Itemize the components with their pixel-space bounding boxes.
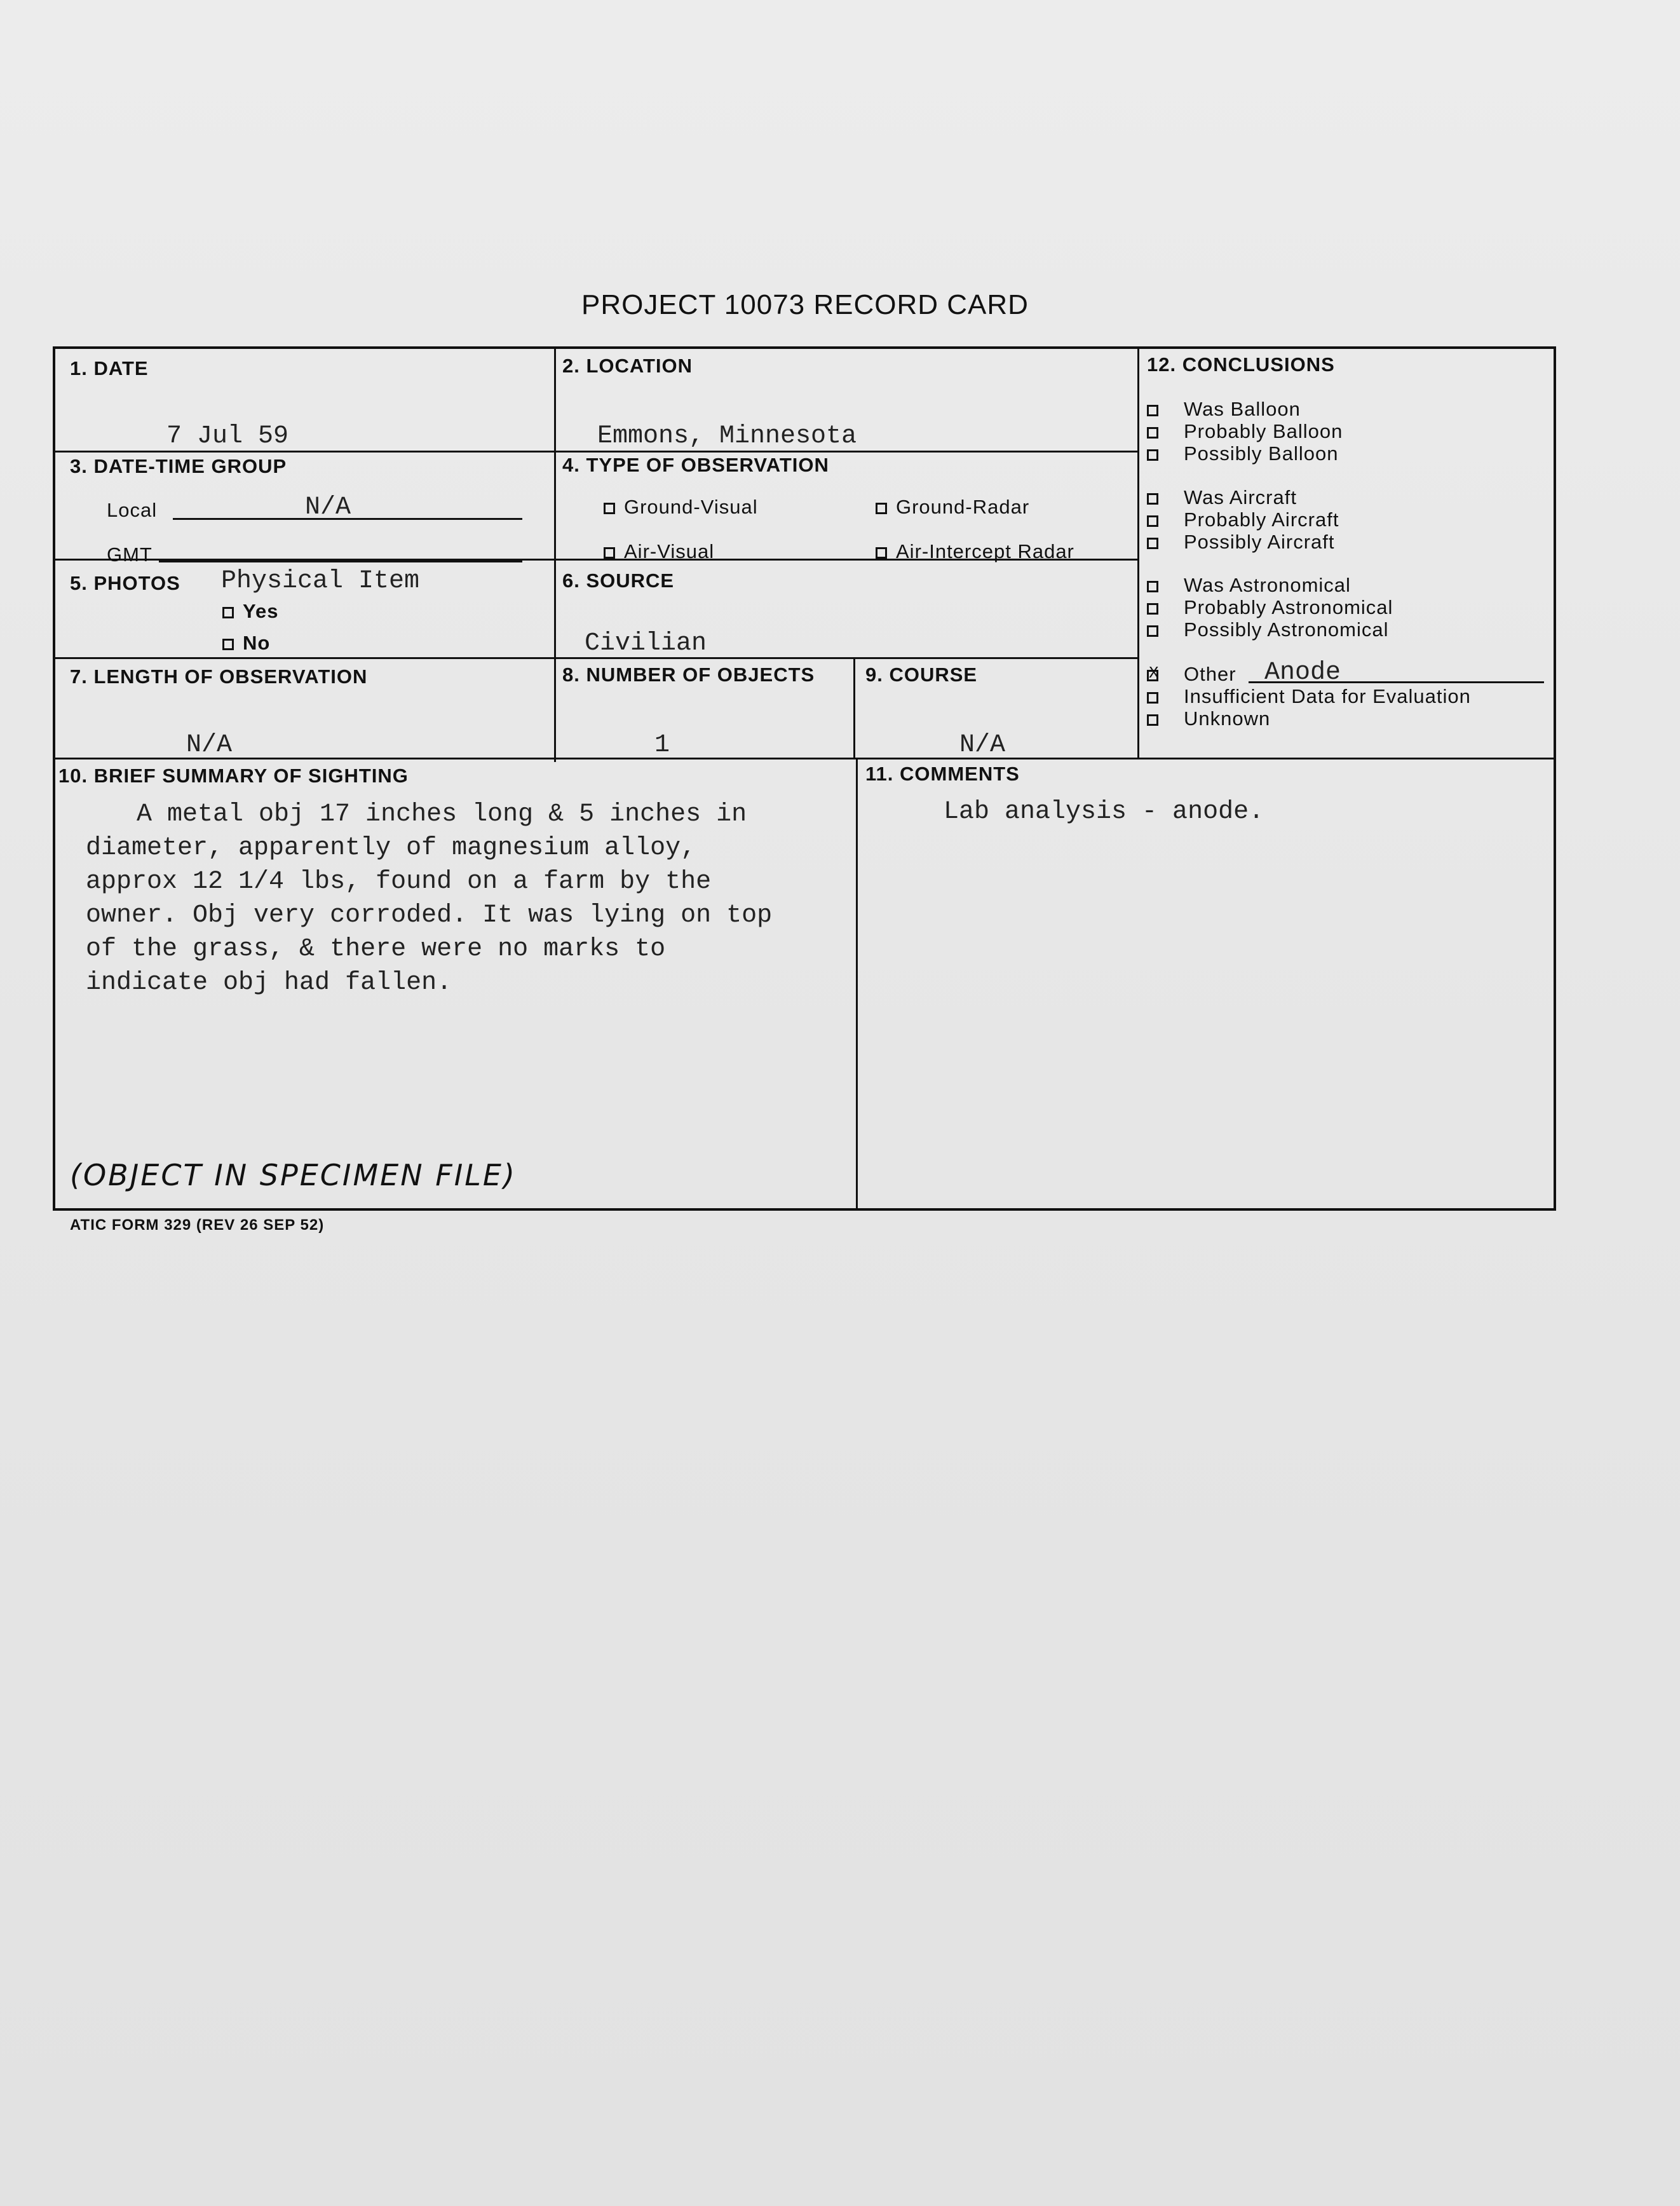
checkbox-icon [604,503,615,514]
conclusion-possibly-astronomical: Possibly Astronomical [1147,618,1389,641]
summary-line: of the grass, & there were no marks to [86,935,666,963]
conclusion-was-astronomical: Was Astronomical [1147,574,1351,597]
divider [1137,349,1139,758]
checkbox-icon [1147,538,1158,549]
photos-value: Physical Item [221,567,420,596]
source-value: Civilian [585,629,707,658]
conclusion-possibly-aircraft: Possibly Aircraft [1147,531,1335,554]
ground-radar-option: Ground-Radar [876,496,1029,519]
checkbox-icon [1147,714,1158,726]
local-value: N/A [305,493,351,522]
other-value: Anode [1264,658,1341,687]
summary-text [86,798,867,1000]
summary-label: 10. BRIEF SUMMARY OF SIGHTING [58,765,409,787]
other-check-mark: X [1149,664,1160,683]
checkbox-icon [1147,625,1158,637]
photos-yes-option: Yes [222,600,278,623]
photos-label: 5. PHOTOS [70,572,180,594]
course-label: 9. COURSE [865,664,978,686]
air-intercept-option: Air-Intercept Radar [876,540,1074,563]
length-value: N/A [186,731,233,759]
checkbox-icon [604,547,615,559]
conclusions-label: 12. CONCLUSIONS [1147,353,1335,376]
conclusion-probably-balloon: Probably Balloon [1147,420,1343,443]
divider [853,657,855,759]
length-label: 7. LENGTH OF OBSERVATION [70,665,368,688]
comments-label: 11. COMMENTS [865,763,1020,785]
air-visual-option: Air-Visual [604,540,714,563]
location-value: Emmons, Minnesota [597,422,857,451]
conclusion-was-aircraft: Was Aircraft [1147,486,1297,509]
conclusion-unknown: Unknown [1147,707,1270,730]
course-value: N/A [959,731,1006,759]
divider [55,758,1556,759]
checkbox-icon [222,639,234,650]
handwritten-note: (OBJECT IN SPECIMEN FILE) [70,1158,517,1192]
conclusion-was-balloon: Was Balloon [1147,398,1301,421]
checkbox-icon [1147,603,1158,615]
card-title: PROJECT 10073 RECORD CARD [581,289,1029,320]
conclusion-insufficient-data: Insufficient Data for Evaluation [1147,685,1471,708]
checkbox-icon [1147,427,1158,439]
source-label: 6. SOURCE [562,569,675,592]
summary-line: indicate obj had fallen. [86,969,452,997]
checkbox-icon [1147,449,1158,461]
conclusion-other: Other [1147,663,1236,686]
ground-visual-option: Ground-Visual [604,496,758,519]
checkbox-icon [1147,493,1158,505]
local-label: Local [107,499,158,521]
form-number: ATIC FORM 329 (REV 26 SEP 52) [70,1216,325,1234]
comments-value: Lab analysis - anode. [944,798,1264,826]
checkbox-icon [1147,692,1158,704]
date-label: 1. DATE [70,357,149,379]
gmt-label: GMT [107,543,152,566]
checkbox-icon [876,503,887,514]
summary-line: A metal obj 17 inches long & 5 inches in [137,800,747,829]
divider [554,349,556,762]
checkbox-icon [1147,581,1158,592]
conclusion-probably-aircraft: Probably Aircraft [1147,508,1339,531]
dtg-label: 3. DATE-TIME GROUP [70,455,287,477]
summary-line: owner. Obj very corroded. It was lying on top [86,901,773,930]
checkbox-icon [222,607,234,618]
summary-line: approx 12 1/4 lbs, found on a farm by the [86,868,712,896]
conclusion-possibly-balloon: Possibly Balloon [1147,442,1338,465]
checkbox-icon [876,547,887,559]
num-objects-label: 8. NUMBER OF OBJECTS [562,664,815,686]
location-label: 2. LOCATION [562,355,693,377]
conclusion-probably-astronomical: Probably Astronomical [1147,596,1393,619]
summary-line: diameter, apparently of magnesium alloy, [86,834,696,862]
gmt-line [159,561,522,562]
type-observation-label: 4. TYPE OF OBSERVATION [562,454,829,476]
date-value: 7 Jul 59 [166,422,289,451]
num-objects-value: 1 [654,731,670,759]
divider [55,451,1137,453]
checkbox-icon [1147,405,1158,416]
checkbox-icon [1147,515,1158,527]
photos-no-option: No [222,632,270,655]
